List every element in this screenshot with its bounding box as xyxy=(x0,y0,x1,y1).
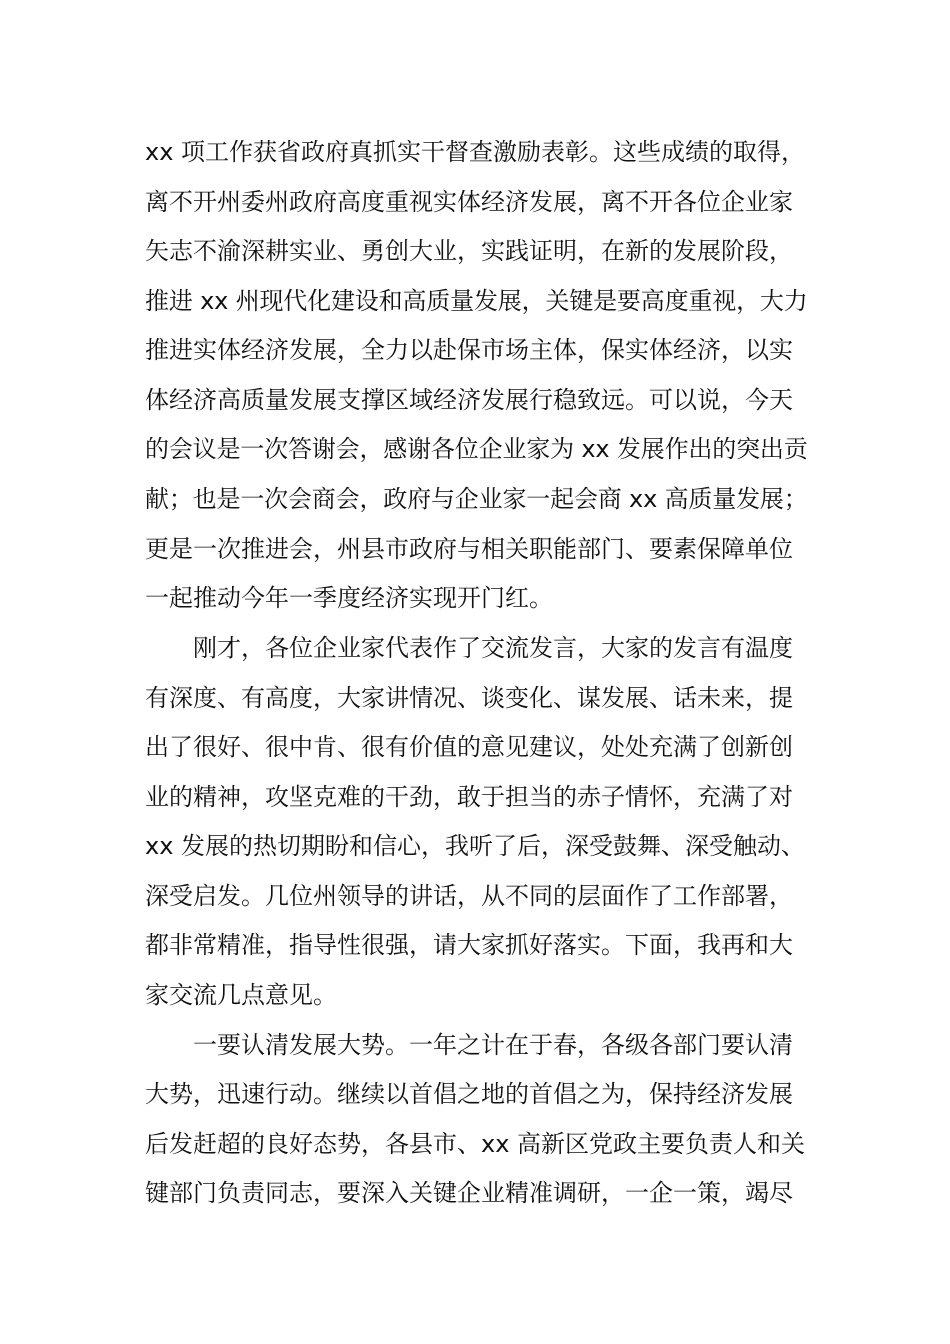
text-line: 矢志不渝深耕实业、勇创大业，实践证明，在新的发展阶段， xyxy=(145,237,793,265)
paragraph-first-line: 刚才，各位企业家代表作了交流发言，大家的发言有温度 xyxy=(193,634,793,662)
text-line: 大势，迅速行动。继续以首倡之地的首倡之为，保持经济发展 xyxy=(145,1080,793,1108)
text-line: 推进 xx 州现代化建设和高质量发展，关键是要高度重视，大力 xyxy=(145,287,808,315)
text-line: 出了很好、很中肯、很有价值的意见建议，处处充满了创新创 xyxy=(145,733,793,761)
text-line: 有深度、有高度，大家讲情况、谈变化、谋发展、话未来，提 xyxy=(145,684,793,712)
text-line: 的会议是一次答谢会，感谢各位企业家为 xx 发展作出的突出贡 xyxy=(145,435,808,463)
paragraph-first-line: 一要认清发展大势。一年之计在于春，各级各部门要认清 xyxy=(193,1031,793,1059)
text-line: 更是一次推进会，州县市政府与相关职能部门、要素保障单位 xyxy=(145,535,793,563)
text-line: 推进实体经济发展，全力以赴保市场主体，保实体经济，以实 xyxy=(145,336,793,364)
text-line: 离不开州委州政府高度重视实体经济发展，离不开各位企业家 xyxy=(145,188,793,216)
text-line: 业的精神，攻坚克难的干劲，敢于担当的赤子情怀，充满了对 xyxy=(145,783,793,811)
text-line: xx 发展的热切期盼和信心，我听了后，深受鼓舞、深受触动、 xyxy=(145,832,806,860)
text-line: 一起推动今年一季度经济实现开门红。 xyxy=(145,584,553,612)
text-line: 后发赶超的良好态势，各县市、xx 高新区党政主要负责人和关 xyxy=(145,1130,806,1158)
text-line: 键部门负责同志，要深入关键企业精准调研，一企一策，竭尽 xyxy=(145,1179,793,1207)
text-line: 体经济高质量发展支撑区域经济发展行稳致远。可以说，今天 xyxy=(145,386,793,414)
text-line: 都非常精准，指导性很强，请大家抓好落实。下面，我再和大 xyxy=(145,931,793,959)
text-line: 献；也是一次会商会，政府与企业家一起会商 xx 高质量发展； xyxy=(145,485,808,513)
text-line: 深受启发。几位州领导的讲话，从不同的层面作了工作部署， xyxy=(145,882,793,910)
text-line: 家交流几点意见。 xyxy=(145,981,337,1009)
text-line: xx 项工作获省政府真抓实干督查激励表彰。这些成绩的取得， xyxy=(145,138,806,166)
